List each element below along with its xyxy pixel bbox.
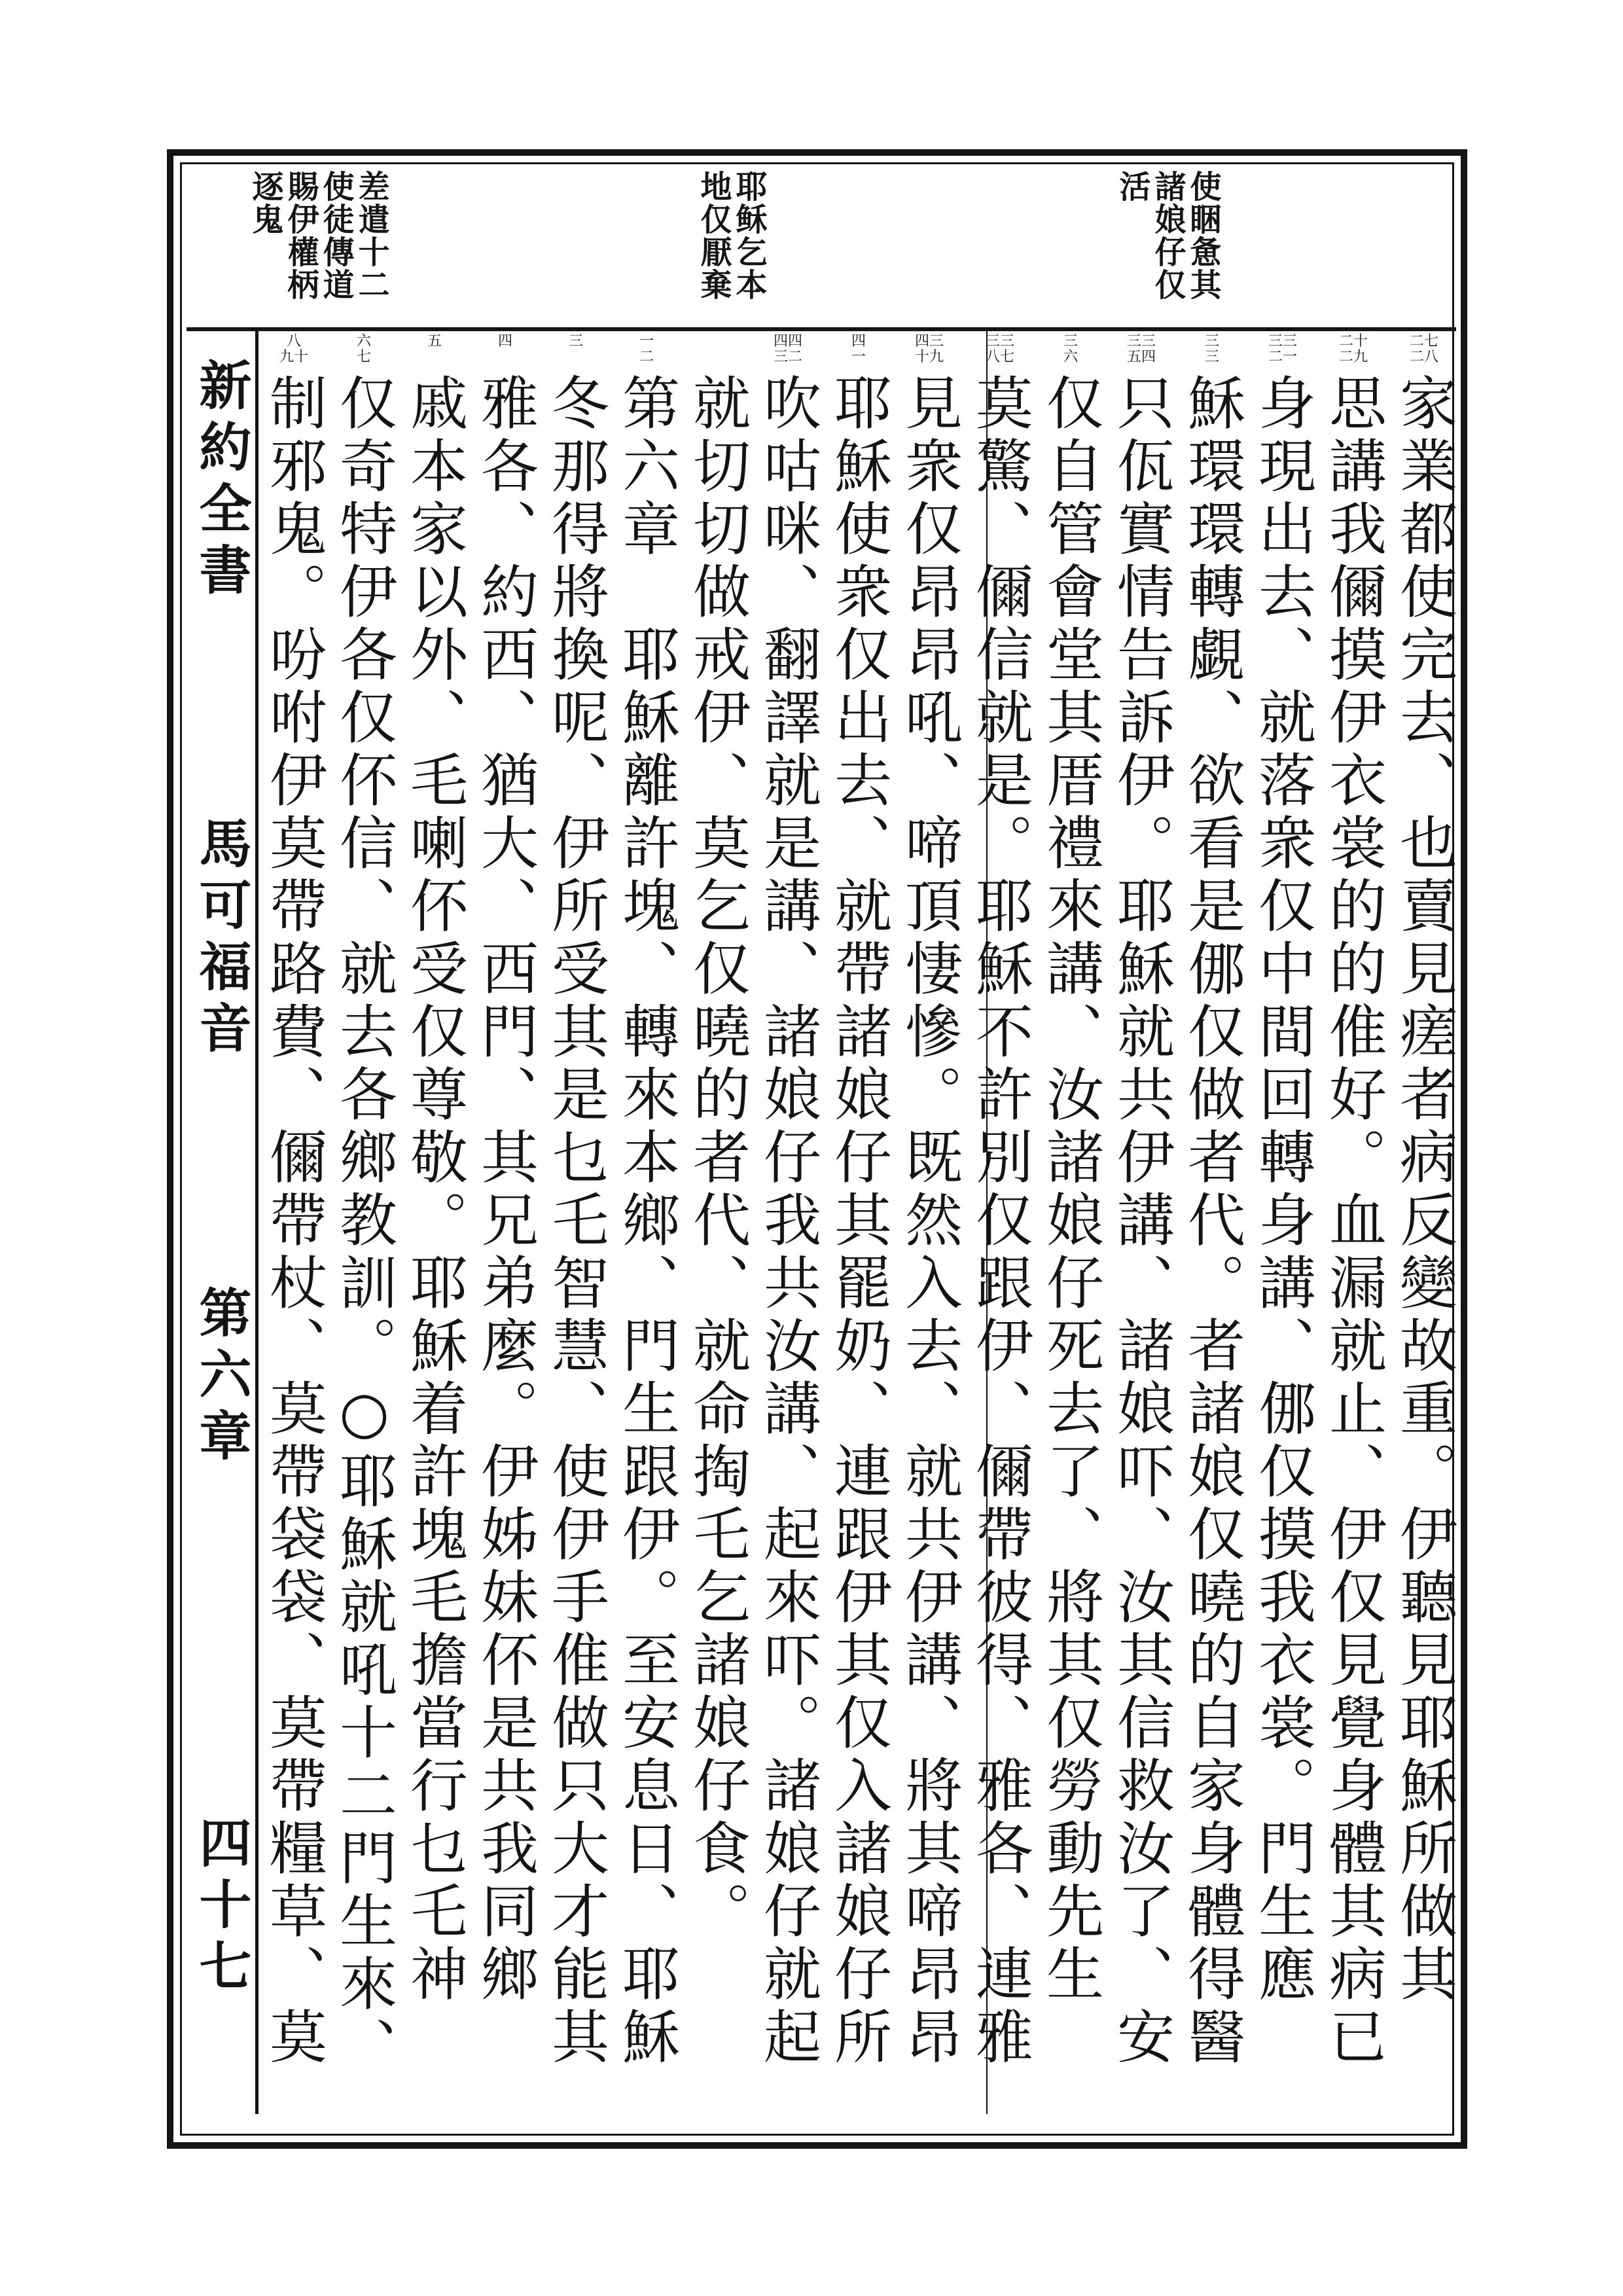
text-column (823, 327, 894, 2114)
verse-numbers: 三 六 (1063, 333, 1078, 365)
verse-numbers: 三三 五四 (1126, 333, 1156, 365)
text-column (1177, 327, 1247, 2114)
verse-numbers: 四 一 (851, 333, 866, 365)
note-line: 使徒傳道 (317, 170, 354, 301)
verse-numbers: 四三 十九 (914, 333, 944, 365)
verse-numbers: 一 二 (639, 333, 654, 365)
verse-numbers: 八 九十 (279, 333, 308, 365)
column-text: 家業都使完去、也賣見瘥者病反變故重。伊聽見耶穌所做其 (1391, 373, 1458, 2007)
column-text: 穌環環轉覷、欲看是㑚仅做者代。者諸娘仅曉的自家身體得醫 (1179, 373, 1246, 2070)
verse-numbers: 二十 二九 (1338, 333, 1368, 365)
text-column (682, 327, 753, 2114)
verse-numbers: 二七 二八 (1409, 333, 1438, 365)
verse-numbers: 四四 三二 (773, 333, 802, 365)
running-title-column (187, 327, 259, 2114)
verse-numbers: 四 (497, 333, 512, 350)
note-line: 差遣十二 (353, 170, 389, 301)
column-text: 耶穌使衆仅出去、就帶諸娘仔其罷奶、連跟伊其仅入諸娘仔所 (825, 373, 893, 2070)
text-column (1389, 327, 1459, 2114)
text-column (1106, 327, 1177, 2114)
gospel-title: 馬可福音 (190, 816, 252, 1062)
column-text: 第六章 耶穌離許塊、轉來本鄉、門生跟伊。至安息日、耶穌 (613, 373, 681, 2070)
column-text: 仅自管會堂其厝禮來講、汝諸娘仔死去了、將其仅勞動先生 (1037, 373, 1105, 2007)
note-line: 諸娘仔仅 (1149, 170, 1186, 301)
column-text: 莫驚、儞信就是。耶穌不許別仅跟伊、儞帶彼得、雅各、連雅 (967, 373, 1034, 2070)
chapter-label: 第六章 (190, 1285, 252, 1470)
text-column (1318, 327, 1389, 2114)
note-line: 賜伊權柄 (282, 170, 319, 301)
column-text: 雅各、約西、猶大、西門、其兄弟麼。伊姊妹伓是共我同鄉 (472, 373, 539, 2007)
note-line: 活 (1114, 170, 1150, 203)
note-line: 地仅厭棄 (695, 170, 732, 301)
text-column (894, 327, 965, 2114)
page-number: 四十七 (190, 1816, 252, 2000)
column-text: 仅奇特伊各仅伓信、就去各鄉教訓。○耶穌就吼十二門生來、 (330, 373, 398, 2079)
column-text: 見衆仅昂昂吼、啼頂悽慘。既然入去、就共伊講、將其啼昂昂 (896, 373, 963, 2070)
column-text: 思講我儞摸伊衣裳的的倠好。血漏就止、伊仅見覺身體其病已 (1320, 373, 1387, 2070)
verse-numbers: 三 三 (1204, 333, 1219, 365)
text-column (965, 327, 1035, 2114)
text-column (1247, 327, 1318, 2114)
header-note-middle (697, 170, 765, 301)
header-notes (187, 164, 1456, 331)
column-text: 只佤實情告訴伊。耶穌就共伊講、諸娘吓、汝其信救汝了、安 (1108, 373, 1175, 2070)
verse-numbers: 五 (427, 333, 442, 350)
verse-numbers: 六 七 (356, 333, 371, 365)
note-line: 耶稣乞本 (730, 170, 767, 301)
text-column (541, 327, 611, 2114)
column-text: 制邪鬼。吩咐伊莫帶路費、儞帶杖、莫帶袋袋、莫帶糧草、莫 (260, 373, 328, 2070)
text-column (470, 327, 541, 2114)
book-title: 新約全書 (190, 358, 252, 604)
header-note-right (1116, 170, 1219, 301)
text-column (611, 327, 682, 2114)
text-column (259, 327, 329, 2114)
text-column (399, 327, 470, 2114)
note-line: 使睏惫其 (1185, 170, 1221, 301)
verse-numbers (682, 334, 753, 377)
text-column (1035, 327, 1106, 2114)
column-text: 吹咕咪、翻譯就是講、諸娘仔我共汝講、起來吓。諸娘仔就起 (755, 373, 822, 2070)
text-column (753, 327, 823, 2114)
verse-numbers: 三 (568, 333, 583, 350)
column-text: 就切切做戒伊、莫乞仅曉的者代、就命掏乇乞諸娘仔食。 (684, 373, 751, 1944)
verse-numbers: 三三 二一 (1268, 333, 1297, 365)
body-text (259, 327, 1459, 2114)
header-note-left (249, 170, 387, 301)
column-text: 冬那得將換呢、伊所受其是乜乇智慧、使伊手倠做只大才能其 (543, 373, 610, 2070)
column-text: 身現出去、就落衆仅中間回轉身講、㑚仅摸我衣裳。門生應 (1249, 373, 1317, 2007)
text-column (329, 327, 399, 2114)
column-text: 戚本家以外、毛喇伓受仅尊敬。耶穌着許塊毛擔當行乜乇神 (401, 373, 469, 2007)
verse-numbers: 三三 八七 (985, 333, 1014, 365)
note-line: 逐鬼 (247, 170, 283, 236)
